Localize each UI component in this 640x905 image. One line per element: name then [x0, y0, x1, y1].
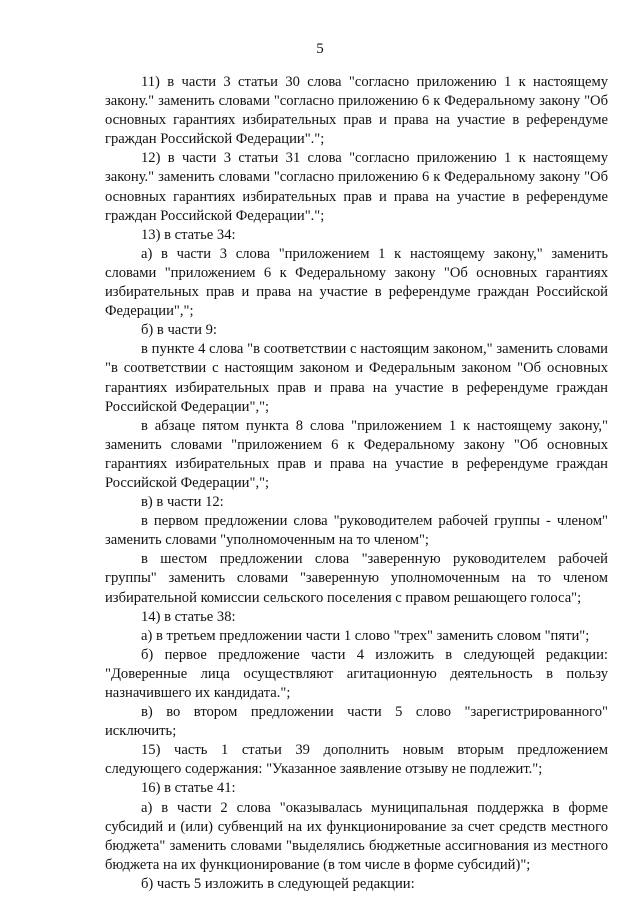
paragraph-subitem-14v: в) во втором предложении части 5 слово "зарегистрированного" исключить; [105, 704, 608, 740]
paragraph-item-12: 12) в части 3 статьи 31 слова "согласно приложению 1 к настоящему закону." заменить словами "согласно приложению 6 к Федеральному закону "Об основных гарантиях избирательных прав и права на участие в референдуме граждан Российской Федерации"."; [105, 150, 608, 224]
paragraph-subitem-14a: а) в третьем предложении части 1 слово "трех" заменить словом "пяти"; [141, 627, 590, 644]
paragraph-subitem-16a: а) в части 2 слова "оказывалась муниципальная поддержка в форме субсидий и (или) субвенций на их функционирование за счет средств местного бюджета" заменить словами "выделялись бюджетные ассигнования из местного бюджета на их функционирование (в том числе в форме субсидий)"; [105, 799, 608, 873]
paragraph-13v-first-sentence: в первом предложении слова "руководителем рабочей группы - членом" заменить словами "уполномоченным на то членом"; [105, 513, 608, 549]
paragraph-subitem-13b: б) в части 9: [141, 322, 217, 339]
paragraph-item-16: 16) в статье 41: [141, 780, 236, 797]
paragraph-subitem-16b: б) часть 5 изложить в следующей редакции: [141, 875, 415, 892]
paragraph-13v-sixth-sentence: в шестом предложении слова "заверенную руководителем рабочей группы" заменить словами "заверенную уполномоченным на то членом избирательной комиссии сельского поселения с правом решающего голоса"; [105, 551, 608, 606]
paragraph-subitem-14b: б) первое предложение части 4 изложить в следующей редакции: "Доверенные лица осуществляют агитационную деятельность в пользу назначившего их кандидата."; [105, 646, 608, 701]
document-body [105, 73, 608, 894]
page-number: 5 [316, 41, 324, 57]
paragraph-item-14: 14) в статье 38: [141, 608, 236, 625]
paragraph-13b-point-4: в пункте 4 слова "в соответствии с настоящим законом," заменить словами "в соответствии с настоящим законом и Федеральным законом "Об основных гарантиях избирательных прав и права на участие в референдуме граждан Российской Федерации","; [105, 341, 608, 415]
paragraph-item-11: 11) в части 3 статьи 30 слова "согласно приложению 1 к настоящему закону." заменить словами "согласно приложению 6 к Федеральному закону "Об основных гарантиях избирательных прав и права на участие в референдуме граждан Российской Федерации"."; [105, 74, 608, 148]
paragraph-item-13: 13) в статье 34: [141, 226, 236, 243]
paragraph-subitem-13a: а) в части 3 слова "приложением 1 к настоящему закону," заменить словами "приложением 6 к Федеральному закону "Об основных гарантиях избирательных прав и права на участие в референдуме граждан Российской Федерации","; [105, 245, 608, 320]
paragraph-item-15: 15) часть 1 статьи 39 дополнить новым вторым предложением следующего содержания: "Указанное заявление отзыву не подлежит."; [105, 742, 608, 778]
paragraph-subitem-13v: в) в части 12: [141, 494, 224, 511]
paragraph-13b-point-8: в абзаце пятом пункта 8 слова "приложением 1 к настоящему закону," заменить словами "приложением 6 к Федеральному закону "Об основных гарантиях избирательных прав и права на участие в референдуме граждан Российской Федерации","; [105, 417, 608, 491]
